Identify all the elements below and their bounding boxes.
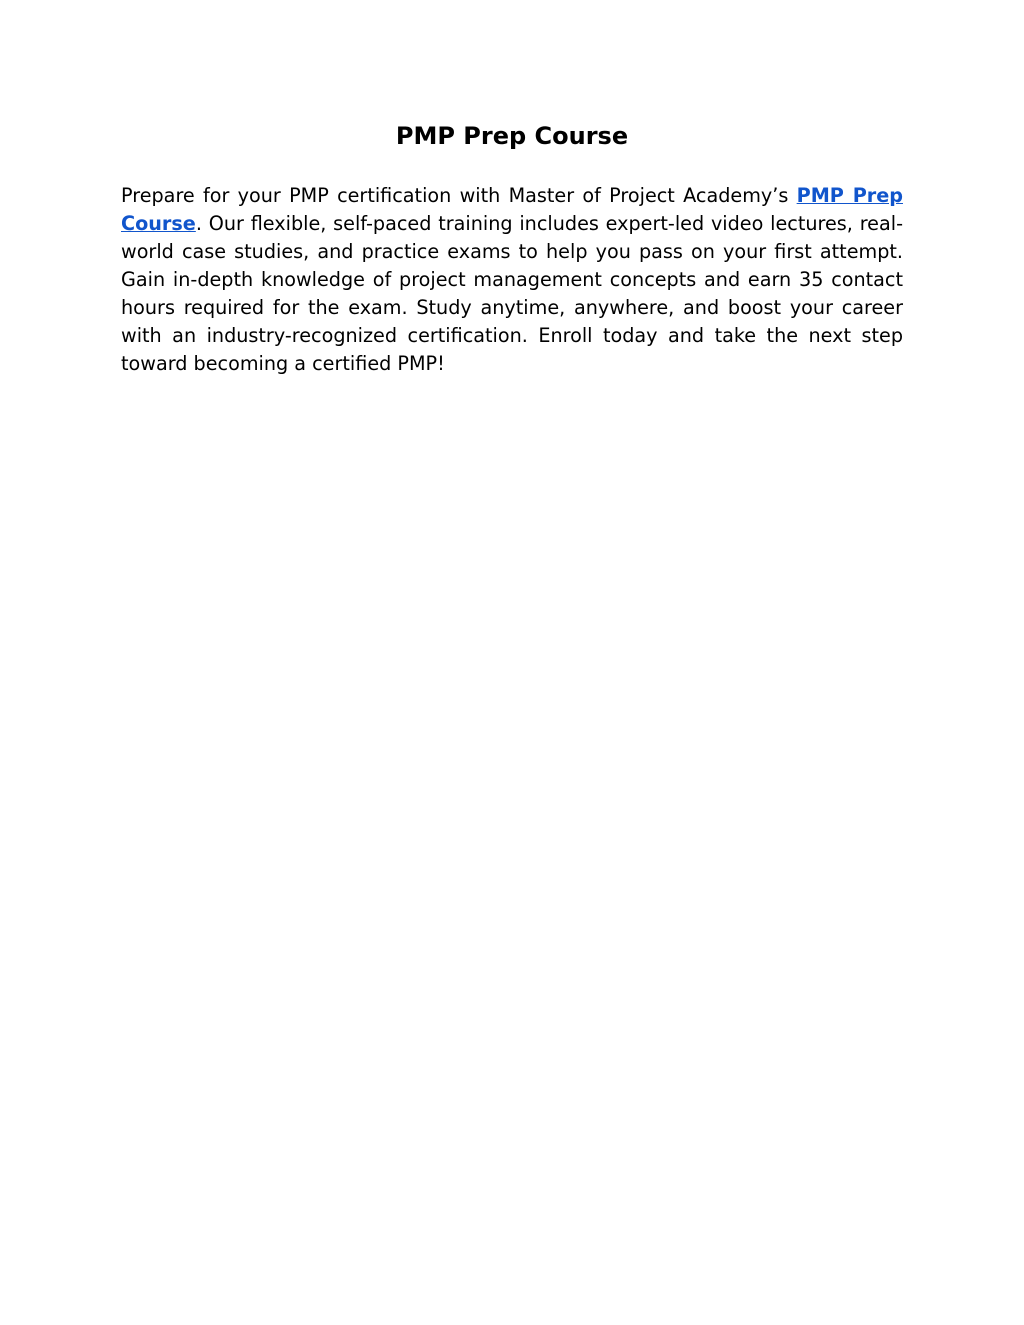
paragraph-text-before-link: Prepare for your PMP certification with Master of Project Academy’s [121,184,797,207]
pmp-prep-course-link[interactable]: PMP Prep Course [121,184,903,235]
document-title: PMP Prep Course [395,122,629,150]
paragraph-text-after-link: . Our flexible, self-paced training includes expert-led video lectures, real-world case studies, and practice exams to help you pass on your first attempt. Gain in-depth knowledge of project management concepts and earn 35 contact hours required for the exam. Study anytime, anywhere, and boost your career with an industry-recognized certification. Enroll today and take the next step toward becoming a certified PMP! [121,212,903,375]
body-paragraph [121,182,903,378]
